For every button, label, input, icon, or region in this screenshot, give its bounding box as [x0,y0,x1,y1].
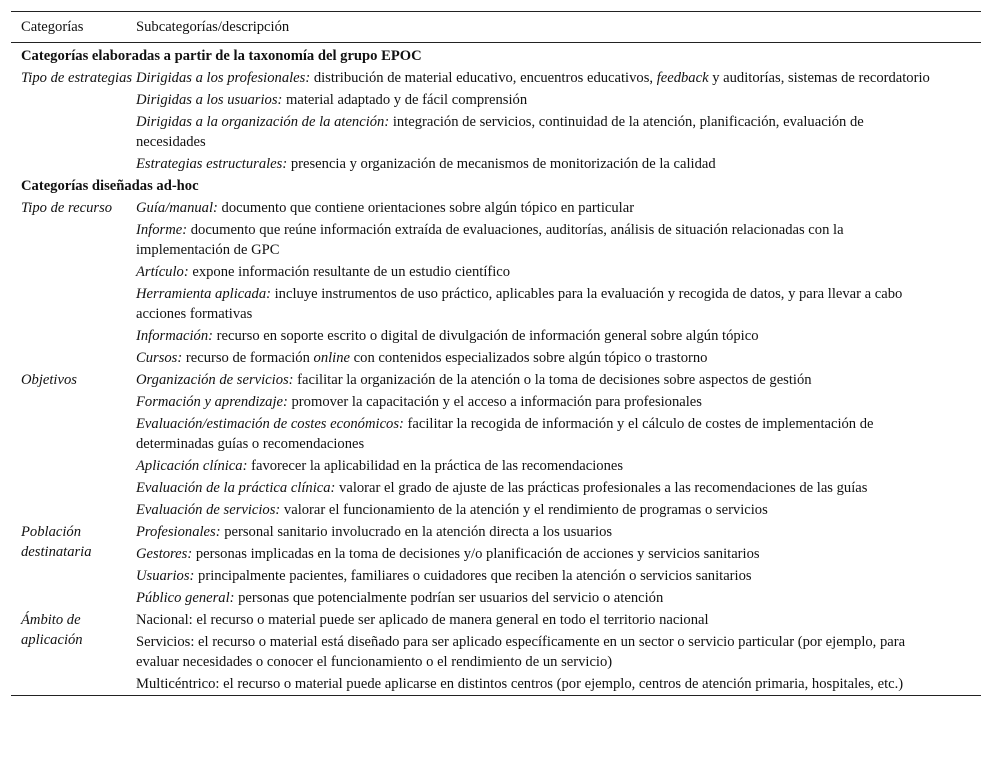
subcategory-list [136,369,981,521]
subcategory-term: Dirigidas a los usuarios: [136,92,283,108]
subcategory-term: Guía/manual: [136,200,218,216]
subcategory-text: principalmente pacientes, familiares o cuidadores que reciben la atención o servicios sanitarios [194,568,752,584]
subcategory-term: Información: [136,328,214,344]
subcategory-term: Artículo: [136,264,189,280]
subcategory-text: facilitar la recogida de información y el cálculo de costes de implementación de determinadas guías o recomendaciones [136,416,874,452]
subcategory-item [136,521,931,543]
subcategory-text: expone información resultante de un estudio científico [188,264,511,280]
subcategory-term: Evaluación/estimación de costes económicos: [136,416,404,432]
subcategory-text: valorar el funcionamiento de la atención y el rendimiento de programas o servicios [280,502,768,518]
subcategory-item [136,153,931,175]
subcategory-term: Evaluación de servicios: [136,502,281,518]
subcategory-term: Dirigidas a los profesionales: [136,70,311,86]
subcategory-term: Dirigidas a la organización de la atención: [136,114,390,130]
subcategory-term: Herramienta aplicada: [136,286,271,302]
header-categories: Categorías [21,18,84,35]
subcategory-text: presencia y organización de mecanismos de monitorización de la calidad [287,156,716,172]
category-label: Tipo de estrategias [21,70,133,86]
subcategory-item [136,455,931,477]
section-title: Categorías elaboradas a partir de la taxonomía del grupo EPOC [21,48,422,64]
subcategory-item [136,283,931,325]
subcategory-term: Organización de servicios: [136,372,294,388]
subcategory-text: distribución de material educativo, encuentros educativos, [310,70,657,86]
subcategory-text: favorecer la aplicabilidad en la práctica de las recomendaciones [247,458,624,474]
subcategory-item [136,325,931,347]
subcategory-text: valorar el grado de ajuste de las prácticas profesionales a las recomendaciones de las guías [335,480,868,496]
category-label: Tipo de recurso [21,200,113,216]
subcategory-text: recurso de formación [182,350,314,366]
subcategory-text: y auditorías, sistemas de recordatorio [708,70,930,86]
subcategory-text: personal sanitario involucrado en la atención directa a los usuarios [220,524,613,540]
subcategory-term: Público general: [136,590,235,606]
table-row [11,521,981,609]
subcategory-text: integración de servicios, continuidad de la atención, planificación, evaluación de necesidades [136,114,864,150]
subcategory-text: incluye instrumentos de uso práctico, aplicables para la evaluación y recogida de datos, y para llevar a cabo acciones formativas [136,286,903,322]
subcategory-term: Profesionales: [136,524,221,540]
subcategory-item [136,477,931,499]
subcategory-text: recurso en soporte escrito o digital de divulgación de información general sobre algún tópico [213,328,759,344]
subcategory-item [136,197,931,219]
subcategory-item [136,89,931,111]
subcategory-term: Aplicación clínica: [136,458,248,474]
subcategory-emphasis: online [313,350,351,366]
category-label: Población destinataria [21,524,92,560]
subcategory-item [136,587,931,609]
subcategory-text: material adaptado y de fácil comprensión [282,92,528,108]
table-row [11,67,981,175]
category-label: Objetivos [21,372,77,388]
subcategory-item [136,543,931,565]
subcategory-text: documento que reúne información extraída de evaluaciones, auditorías, análisis de situación relacionadas con la implementación de GPC [136,222,844,258]
subcategory-item [136,347,931,369]
subcategory-text: promover la capacitación y el acceso a información para profesionales [287,394,702,410]
subcategory-item [136,565,931,587]
subcategory-item [136,67,931,89]
subcategory-item [136,673,931,695]
subcategory-term: Estrategias estructurales: [136,156,288,172]
table-row [11,369,981,521]
subcategory-text: facilitar la organización de la atención o la toma de decisiones sobre aspectos de gestión [293,372,812,388]
subcategory-term: Formación y aprendizaje: [136,394,288,410]
subcategory-text: con contenidos especializados sobre algún tópico o trastorno [350,350,708,366]
table-body [11,45,981,695]
subcategory-item [136,261,931,283]
subcategory-term: Usuarios: [136,568,195,584]
categories-table [11,11,981,696]
subcategory-list [136,67,981,175]
subcategory-text: personas implicadas en la toma de decisiones y/o planificación de acciones y servicios sanitarios [192,546,760,562]
subcategory-item [136,111,931,153]
table-row [11,197,981,369]
subcategory-text: personas que potencialmente podrían ser usuarios del servicio o atención [234,590,664,606]
subcategory-item [136,369,931,391]
subcategory-list [136,609,981,695]
subcategory-term: Cursos: [136,350,183,366]
subcategory-text: Nacional: el recurso o material puede ser aplicado de manera general en todo el territorio nacional [136,612,709,628]
subcategory-item [136,413,931,455]
category-label: Ámbito de aplicación [21,612,83,648]
table-row [11,609,981,695]
header-subcategories: Subcategorías/descripción [136,18,290,35]
subcategory-emphasis: feedback [656,70,709,86]
section-title: Categorías diseñadas ad-hoc [21,178,199,194]
subcategory-text: Servicios: el recurso o material está diseñado para ser aplicado específicamente en un sector o servicio particular (por ejemplo, para evaluar necesidades o conocer el funcionamiento o el rendimiento de un servicio) [136,634,906,670]
subcategory-term: Informe: [136,222,188,238]
subcategory-text: Multicéntrico: el recurso o material puede aplicarse en distintos centros (por ejemplo, centros de atención primaria, hospitales, etc.) [136,676,904,692]
subcategory-list [136,521,981,609]
subcategory-text: documento que contiene orientaciones sobre algún tópico en particular [217,200,635,216]
subcategory-item [136,219,931,261]
subcategory-term: Gestores: [136,546,193,562]
subcategory-item [136,631,931,673]
subcategory-term: Evaluación de la práctica clínica: [136,480,336,496]
subcategory-list [136,197,981,369]
table-header [11,12,981,43]
subcategory-item [136,609,931,631]
subcategory-item [136,391,931,413]
subcategory-item [136,499,931,521]
